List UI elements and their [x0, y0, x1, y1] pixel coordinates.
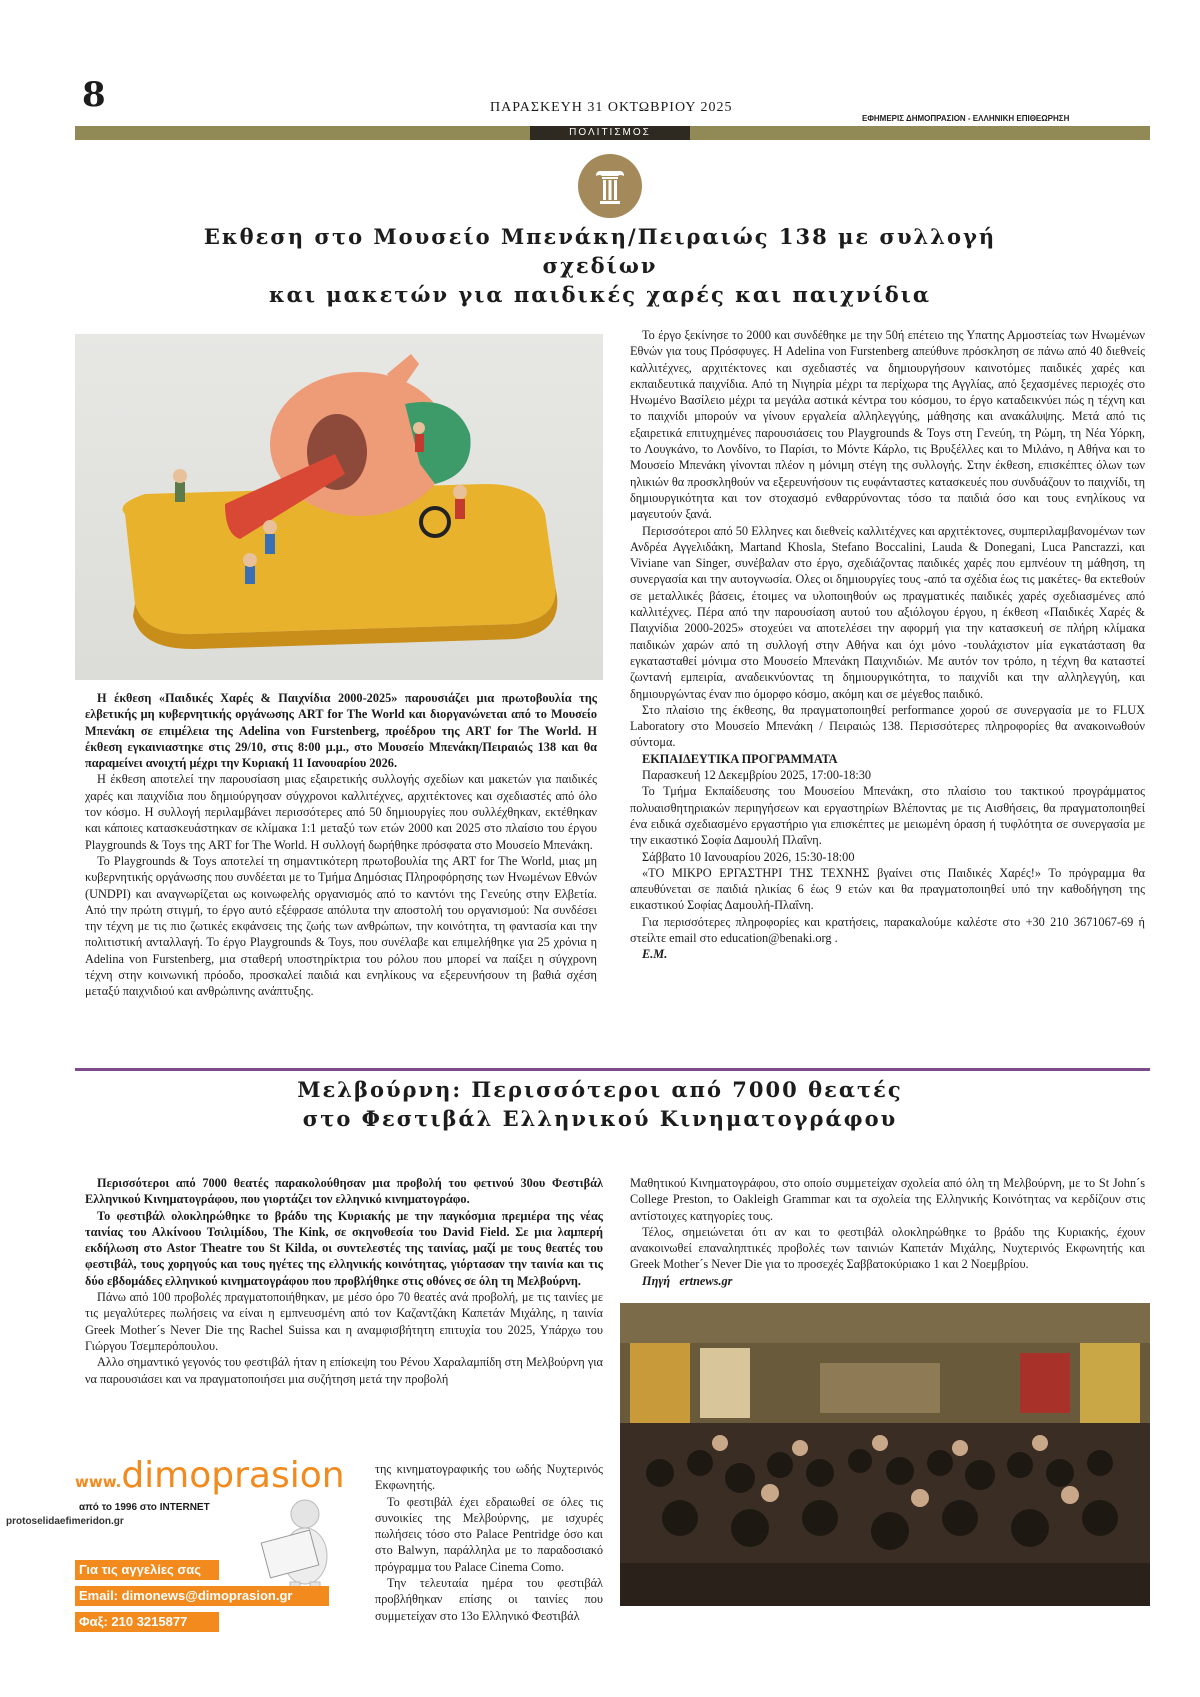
article2-lead: Το φεστιβάλ ολοκληρώθηκε το βράδυ της Κυριακής με την παγκόσμια πρεμιέρα της νέας ταινίας του Αλκίνοου Τσιλιμίδου, The Kink, σε σκηνοθεσία του David Field. Σε μια λαμπερή εκδήλωση στο Astor Theatre του St Kilda, οι συντελεστές της ταινίας, μαζί με τους θεατές του φεστιβάλ, τους χορηγούς και τους ηγέτες της ελληνικής κοινότητας, γιόρτασαν την ταινία και τις δύο εβδομάδες ελληνικού κινηματογράφου που προβλήθηκε στις οθόνες σε όλη τη Μελβούρνη.	[85, 1208, 603, 1288]
page-number: 8	[82, 75, 106, 115]
article1-paragraph: «ΤΟ ΜΙΚΡΟ ΕΡΓΑΣΤΗΡΙ ΤΗΣ ΤΕΧΝΗΣ βγαίνει στις Παιδικές Χαρές!» Το πρόγραμμα θα απευθύνεται σε παιδιά ηλικίας 6 έως 9 ετών και θα πραγματοποιηθεί υπό την καθοδήγηση της εικαστικού Σοφίας Δαμουλή-Πλαΐνη.	[630, 865, 1145, 913]
article2-lead: Περισσότεροι από 7000 θεατές παρακολούθησαν μια προβολή του φετινού 30ου Φεστιβάλ Ελληνικού Κινηματογράφου, που γιορτάζει τον ελληνικό κινηματογράφο.	[85, 1176, 603, 1207]
article1-headline	[160, 222, 1040, 309]
education-heading: ΕΚΠΑΙΔΕΥΤΙΚΑ ΠΡΟΓΡΑΜΜΑΤΑ	[642, 751, 838, 766]
advert-brand: dimoprasion	[121, 1455, 345, 1496]
article1-paragraph: Το Playgrounds & Toys αποτελεί τη σημαντικότερη πρωτοβουλία της ART for The World, μιας μη κυβερνητικής οργάνωσης που συνδέεται με το Τμήμα Δημόσιας Πληροφόρησης των Ηνωμένων Εθνών (UNDPI) και αναγνωρίζεται ως κοινωφελής οργανισμός από το καντόνι της Γενεύης στην Ελβετία. Από την πρώτη στιγμή, το έργο αυτό εξέφρασε απόλυτα την αποστολή του οργανισμού: Να συνδέσει την τέχνη με τις πιο ζωτικές εκφάνσεις της ζωής των ανθρώπων, την κοινότητα, τη φαντασία και την πολιτιστική ανταλλαγή. Το έργο Playgrounds & Toys, που συνέλαβε και επιμελήθηκε για 25 χρόνια η Adelina von Furstenberg, μια σταθερή υποστηρίκτρια του ρόλου που μπορεί να παίξει η σύγχρονη τέχνη στην κοινωνική πρόοδο, προσκαλεί παιδιά και ενηλίκους να εξερευνήσουν τη βαθιά σχέση μεταξύ παιχνιδιού και ανθρώπινης ανάπτυξης.	[85, 853, 597, 999]
education-date: Παρασκευή 12 Δεκεμβρίου 2025, 17:00-18:30	[642, 768, 872, 783]
section-tab: ΠΟΛΙΤΙΣΜΟΣ	[530, 126, 690, 140]
festival-crowd-photo	[620, 1303, 1150, 1606]
article1-headline-line1: Εκθεση στο Μουσείο Μπενάκη/Πειραιώς 138 με συλλογή σχεδίων	[203, 224, 997, 278]
article1-paragraph: Στο πλαίσιο της έκθεσης, θα πραγματοποιηθεί performance χορού σε συνεργασία με το FLUX Laboratory στο Μουσείο Μπενάκη / Πειραιώς 138. Περισσότερες πληροφορίες θα ανακοινωθούν σύντομα.	[630, 702, 1145, 750]
article1-paragraph: Περισσότεροι από 50 Ελληνες και διεθνείς καλλιτέχνες και αρχιτέκτονες, συμπεριλαμβανομένων των Ανδρέα Αγγελιδάκη, Martand Khosla, Stefano Boccalini, Lauda & Donegani, Luca Pancrazzi, και Viviane van Singer, συνέβαλαν στο έργο, σχεδιάζοντας παιδικές χαρές που εμπνέουν τη μάθηση, τη συνεργασία και την αυτογνωσία. Ολες οι δημιουργίες τους -από τα σχέδια έως τις μακέτες- θα εκτεθούν σε μεταλλικές βάσεις, έτοιμες να υλοποιηθούν ως πραγματικές παιδικές χαρές σχεδιασμένες από καλλιτέχνες. Πέρα από την παρουσίαση αυτού του αξιόλογου έργου, η έκθεση «Παιδικές Χαρές & Παιχνίδια 2000-2025» στοχεύει να αποτελέσει την αφορμή για την κατασκευή σε πλήρη κλίμακα παιδικών χαρών από τη συλλογή στην Αθήνα και όχι μόνο -τουλάχιστον μία εγκατάσταση θα εγκατασταθεί μόνιμα στο Μουσείο Μπενάκη Παιχνιδιών. Με αυτόν τον τρόπο, η τέχνη θα καταστεί ζωντανή εμπειρία, αναδεικνύοντας τη δημιουργικότητα, το παιχνίδι και την αλληλεγγύη, και δημιουργώντας έναν πιο όμορφο κόσμο, ακόμη και σε μέγεθος παιδικό.	[630, 523, 1145, 701]
article2-paragraph: Αλλο σημαντικό γεγονός του φεστιβάλ ήταν η επίσκεψη του Ρένου Χαραλαμπίδη στη Μελβούρνη για να παρουσιάσει και να πραγματοποιήσει μια συζήτηση μετά την προβολή	[85, 1355, 603, 1386]
article2-paragraph: Το φεστιβάλ έχει εδραιωθεί σε όλες τις συνοικίες της Μελβούρνης, με ισχυρές πωλήσεις τόσο στο Palace Pentridge όσο και στο Balwyn, παράλληλα με το παραδοσιακό πρόγραμμα του Palace Cinema Como.	[375, 1494, 603, 1574]
article2-headline-line2: στο Φεστιβάλ Ελληνικού Κινηματογράφου	[302, 1106, 898, 1131]
article2-source	[630, 1273, 1145, 1289]
source-value: ertnews.gr	[679, 1273, 733, 1288]
playground-model-photo	[75, 334, 603, 680]
article1-paragraph: Το έργο ξεκίνησε το 2000 και συνδέθηκε με την 50ή επέτειο της Υπατης Αρμοστείας των Ηνωμένων Εθνών για τους Πρόσφυγες. Η Adelina von Furstenberg απεύθυνε πρόσκληση σε πάνω από 40 διεθνείς καλλιτέχνες, αρχιτέκτονες και σχεδιαστές να δημιουργήσουν καινοτόμες παιδικές χαρές και εκπαιδευτικά παιχνίδια. Από τη Νιγηρία μέχρι τα περίχωρα της Αγγλίας, από ξεχασμένες περιοχές στο Ηνωμένο Βασίλειο μέχρι τα μεγάλα αστικά κέντρα του κόσμου, το έργο καταδεικνύει πώς η τέχνη και το παιχνίδι μπορούν να γίνουν εργαλεία αλληλεγγύης, μάθησης και ανακάλυψης. Μετά από τις εξαιρετικά επιτυχημένες παρουσιάσεις του Playgrounds & Toys στη Γενεύη, τη Ρώμη, τη Νέα Υόρκη, το Λουγκάνο, το Λονδίνο, το Παρίσι, το Μόντε Κάρλο, τις Βρυξέλλες και το Μιλάνο, η Αθήνα και το Μουσείο Μπενάκη γίνονται πλέον η μόνιμη στέγη της συλλογής. Στην έκθεση, επισκέπτες όλων των ηλικιών θα προσκληθούν να εξερευνήσουν τις ευφάνταστες κατασκευές που συνδυάζουν το παιχνίδι, τη δημιουργικότητα και τον στοχασμό ενθαρρύνοντας τόσο τα παιδιά όσο και τους ενηλίκους να μαγευτούν ξανά.	[630, 328, 1145, 522]
article1-paragraph: Το Τμήμα Εκπαίδευσης του Μουσείου Μπενάκη, στο πλαίσιο του τακτικού προγράμματος πολυαισθητηριακών περιηγήσεων και εργαστηρίων Βλέποντας με τις Αισθήσεις, θα πραγματοποιηθεί ένα ειδικά σχεδιασμένο εργαστήριο για επισκέπτες με μειωμένη όραση ή τυφλότητα σε συνεργασία με την εικαστικό Σοφία Δαμουλή Πλαΐνη.	[630, 784, 1145, 848]
education-date: Σάββατο 10 Ιανουαρίου 2026, 15:30-18:00	[642, 849, 855, 864]
article2-paragraph: Την τελευταία ημέρα του φεστιβάλ προβλήθηκαν επίσης οι ταινίες που συμμετείχαν στο 13ο Ελληνικό Φεστιβάλ	[375, 1576, 603, 1623]
article2-paragraph: Τέλος, σημειώνεται ότι αν και το φεστιβάλ ολοκληρώθηκε το βράδυ της Κυριακής, έχουν ανακοινωθεί επαναληπτικές προβολές των ταινιών Καπετάν Μιχάλης, Νυχτερινός Εκφωνητής και Greek Mother´s Never Die για το προσεχές Σαββατοκύριακο 1 και 2 Νοεμβρίου.	[630, 1224, 1145, 1272]
advert-since: από το 1996 στο INTERNET	[79, 1502, 210, 1513]
article1-headline-line2: και μακετών για παιδικές χαρές και παιχνίδια	[268, 282, 932, 307]
article2-headline	[160, 1075, 1040, 1133]
article1-signature: Ε.Μ.	[642, 947, 668, 962]
photo-caption: Η έκθεση «Παιδικές Χαρές & Παιχνίδια 2000-2025» παρουσιάζει μια πρωτοβουλία της ελβετικής μη κυβερνητικής οργάνωσης ART for The World και διοργανώνεται από το Μουσείο Μπενάκη σε επιμέλεια της Adelina von Furstenberg, προέδρου της ART for The World. Η έκθεση εγκαινιαστηκε στις 29/10, στις 8:00 μ.μ., στο Μουσείο Μπενάκη/Πειραιώς 138 και θα παραμείνει ανοιχτή μέχρι την Κυριακή 11 Ιανουαρίου 2026.	[85, 691, 597, 771]
article2-column2	[630, 1175, 1145, 1289]
article2-paragraph: Πάνω από 100 προβολές πραγματοποιήθηκαν, με μέσο όρο 70 θεατές ανά προβολή, με τις ταινίες με τις μεγαλύτερες πωλήσεις να είναι η εμπνευσμένη από τον Καζαντζάκη Καπετάν Μιχάλης, η ταινία Greek Mother´s Never Die της Rachel Suissa και η αναμφισβήτητη επιτυχία του 2025, Υπάρχω του Γιώργου Τσεμπερόπουλου.	[85, 1290, 603, 1353]
column-logo	[578, 154, 642, 218]
advert-www: www.	[75, 1473, 122, 1491]
article2-narrow-column	[375, 1461, 603, 1624]
masthead-mini: ΕΦΗΜΕΡΙΣ ΔΗΜΟΠΡΑΣΙΟΝ - ΕΛΛΗΝΙΚΗ ΕΠΙΘΕΩΡΗΣΗ	[862, 114, 1070, 123]
article2-paragraph: Μαθητικού Κινηματογράφου, στο οποίο συμμετείχαν σχολεία από όλη τη Μελβούρνη, με το St John´s College Preston, το Oakleigh Grammar και τα σχολεία της Ελληνικής Κοινότητας να κερδίζουν στις αντίστοιχες κατηγορίες τους.	[630, 1176, 1145, 1223]
article1-paragraph: Η έκθεση αποτελεί την παρουσίαση μιας εξαιρετικής συλλογής σχεδίων και μακετών για παιδικές χαρές και παιχνίδια που δημιούργησαν σύγχρονοι καλλιτέχνες, αρχιτέκτονες και σχεδιαστές από όλο τον κόσμο. Η συλλογή περιλαμβάνει περισσότερες από 50 δημιουργίες που συλλέχθηκαν, εκτέθηκαν και κάποιες κατασκευάστηκαν σε κλίμακα 1:1 μεταξύ των ετών 2000 και 2025 στο πλαίσιο του έργου Playgrounds & Toys της ART for The World. Η συλλογή δωρήθηκε πρόσφατα στο Μουσείο Μπενάκη.	[85, 772, 597, 852]
article1-column1	[85, 690, 597, 1000]
article1-paragraph: Για περισσότερες πληροφορίες και κρατήσεις, παρακαλούμε καλέστε στο +30 210 3671067-69 ή στείλτε email στο education@benaki.org .	[630, 914, 1145, 945]
source-label: Πηγή	[642, 1273, 671, 1288]
article1-column2	[630, 327, 1145, 963]
article2-headline-line1: Μελβούρνη: Περισσότεροι από 7000 θεατές	[297, 1077, 903, 1102]
dateline: ΠΑΡΑΣΚΕΥΗ 31 ΟΚΤΩΒΡΙΟΥ 2025	[490, 100, 733, 115]
article2-column1	[85, 1175, 603, 1387]
site-watermark: protoselidaefimeridon.gr	[6, 1516, 124, 1527]
article2-paragraph: της κινηματογραφικής του ωδής Νυχτερινός Εκφωνητής.	[375, 1462, 603, 1493]
advert-email[interactable]: Email: dimonews@dimoprasion.gr	[75, 1586, 329, 1606]
dimoprasion-advert[interactable]	[75, 1455, 365, 1629]
ionic-column-icon	[578, 154, 642, 218]
advert-fax: Φαξ: 210 3215877	[75, 1612, 219, 1632]
advert-classifieds: Για τις αγγελίες σας	[75, 1560, 219, 1580]
article-divider	[75, 1068, 1150, 1071]
